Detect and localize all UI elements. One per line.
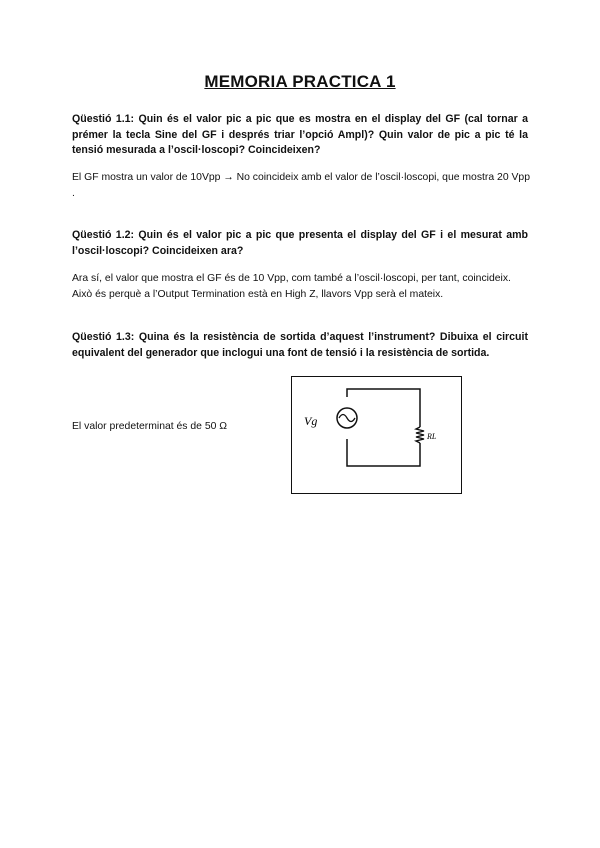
answer-1-1: El GF mostra un valor de 10Vpp → No coincideix amb el valor de l’oscil·loscopi, que mostra 20 Vpp . [72, 172, 530, 199]
answer-1-2: Ara sí, el valor que mostra el GF és de 10 Vpp, com també a l’oscil·loscopi, per tant, coincideix. Això és perquè a l’Output Termination està en High Z, llavors Vpp serà el mateix. [72, 273, 511, 300]
page-title: MEMORIA PRACTICA 1 [204, 72, 396, 91]
question-1-3: Qüestió 1.3: Quina és la resistència de sortida d’aquest l’instrument? Dibuixa el circuit equivalent del generador que inclogui una font de tensió i la resistència de sortida. [72, 331, 528, 359]
source-label: Vg [304, 414, 318, 428]
resistor-icon [416, 427, 424, 443]
answer-1-3: El valor predeterminat és de 50 Ω [72, 421, 228, 432]
ac-source-icon [337, 408, 357, 428]
question-1-1: Qüestió 1.1: Quin és el valor pic a pic que es mostra en el display del GF (cal tornar a prémer la tecla Sine del GF i després triar l’opció Ampl)? Quin valor de pic a pic té la tensió mesurada a l’oscil·loscopi? Coincideixen? [72, 113, 528, 156]
circuit-diagram [291, 376, 462, 494]
resistor-label: RL [427, 432, 437, 441]
circuit-drawing [292, 377, 463, 495]
question-1-2: Qüestió 1.2: Quin és el valor pic a pic que presenta el display del GF i el mesurat amb l’oscil·loscopi? Coincideixen ara? [72, 229, 528, 257]
